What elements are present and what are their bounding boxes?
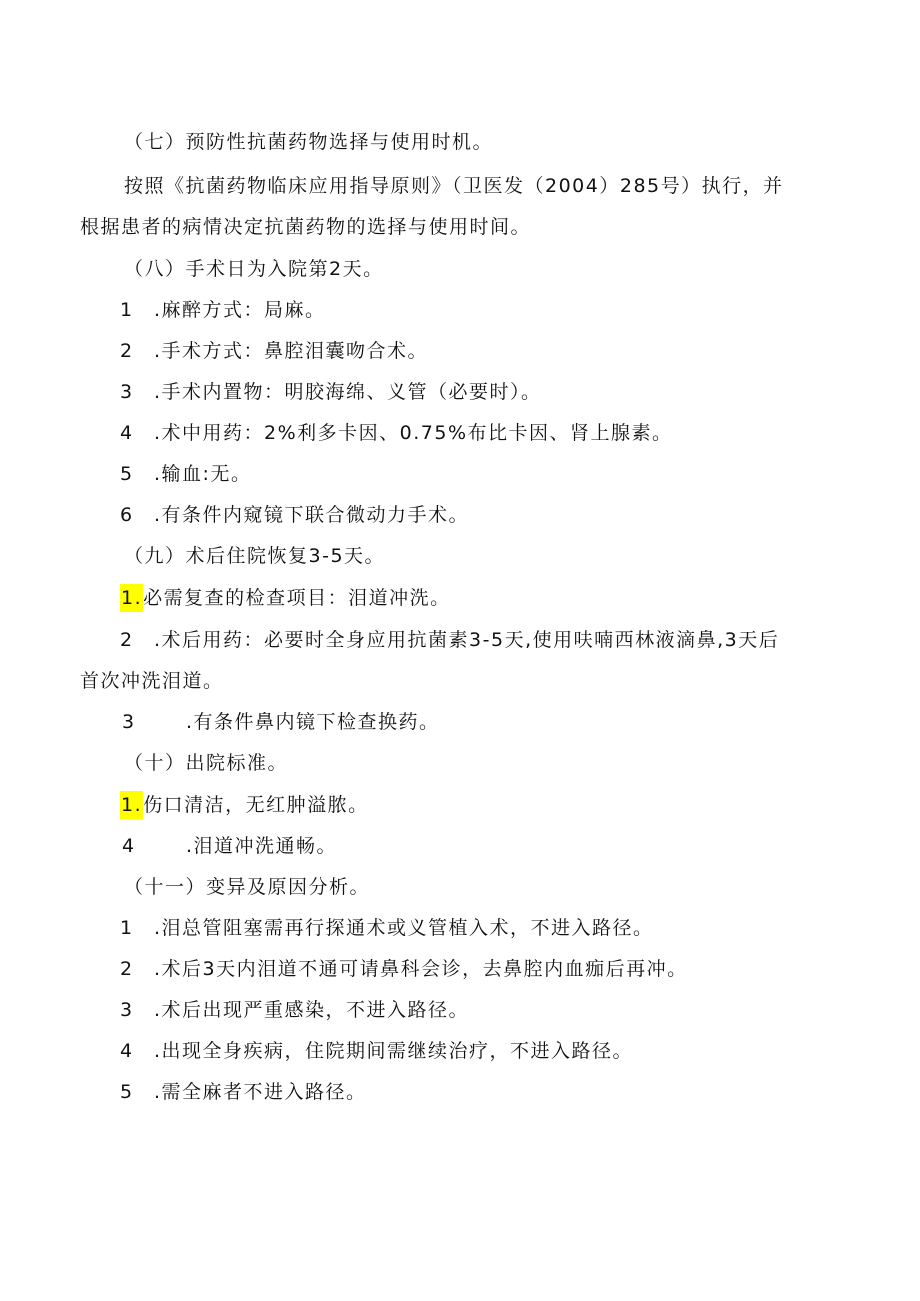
item-text: .泪道冲洗通畅。 bbox=[186, 835, 338, 857]
section-10-item-2 bbox=[122, 832, 337, 860]
section-8-item-4 bbox=[120, 419, 673, 447]
section-9-item-1 bbox=[120, 584, 451, 612]
item-number: 2 bbox=[120, 958, 134, 980]
item-text: .手术内置物：明胶海绵、义管（必要时）。 bbox=[154, 381, 542, 403]
item-text: .术后用药：必要时全身应用抗菌素3-5天,使用呋喃西林液滴鼻,3天后 bbox=[154, 629, 780, 651]
section-8-item-3 bbox=[120, 378, 542, 406]
item-number: 3 bbox=[122, 711, 136, 733]
item-number: 4 bbox=[120, 422, 134, 444]
item-text: .有条件内窥镜下联合微动力手术。 bbox=[154, 504, 470, 526]
item-number: 4 bbox=[120, 1040, 134, 1062]
section-7-paragraph-line2: 根据患者的病情决定抗菌药物的选择与使用时间。 bbox=[80, 216, 532, 238]
section-11-item-4 bbox=[120, 1037, 633, 1065]
section-10-heading: （十）出院标准。 bbox=[124, 752, 289, 774]
item-text: .术后3天内泪道不通可请鼻科会诊，去鼻腔内血痂后再冲。 bbox=[154, 958, 688, 980]
section-7-heading: （七）预防性抗菌药物选择与使用时机。 bbox=[124, 131, 494, 153]
section-11-item-2 bbox=[120, 955, 688, 983]
section-8-item-5 bbox=[120, 460, 251, 488]
section-8-item-6 bbox=[120, 501, 469, 529]
item-text: 必需复查的检查项目：泪道冲洗。 bbox=[143, 587, 451, 609]
item-text: .术中用药：2%利多卡因、0.75%布比卡因、肾上腺素。 bbox=[154, 422, 673, 444]
item-text: .术后出现严重感染，不进入路径。 bbox=[154, 999, 470, 1021]
section-10-item-1 bbox=[120, 791, 369, 819]
section-9-item-2-line1 bbox=[120, 626, 779, 654]
item-number: 2 bbox=[120, 629, 134, 651]
item-text: .输血:无。 bbox=[154, 463, 252, 485]
highlighted-item-number: 1. bbox=[120, 791, 143, 819]
item-number: 2 bbox=[120, 340, 134, 362]
item-text: .手术方式：鼻腔泪囊吻合术。 bbox=[154, 340, 429, 362]
item-number: 1 bbox=[120, 917, 134, 939]
section-9-heading: （九）术后住院恢复3-5天。 bbox=[124, 545, 386, 567]
section-11-item-3 bbox=[120, 996, 469, 1024]
section-8-item-1 bbox=[120, 296, 326, 324]
item-number: 1 bbox=[120, 299, 134, 321]
item-number: 4 bbox=[122, 835, 136, 857]
highlighted-item-number: 1. bbox=[120, 584, 143, 612]
item-number: 5 bbox=[120, 1081, 134, 1103]
section-11-item-5 bbox=[120, 1078, 367, 1106]
section-9-item-3 bbox=[122, 708, 440, 736]
item-number: 5 bbox=[120, 463, 134, 485]
item-number: 3 bbox=[120, 999, 134, 1021]
section-8-item-2 bbox=[120, 337, 428, 365]
item-text: .需全麻者不进入路径。 bbox=[154, 1081, 367, 1103]
section-7-paragraph-line1: 按照《抗菌药物临床应用指导原则》（卫医发（2004）285号）执行，并 bbox=[124, 175, 784, 197]
item-text: .麻醉方式：局麻。 bbox=[154, 299, 326, 321]
item-number: 6 bbox=[120, 504, 134, 526]
item-text: .泪总管阻塞需再行探通术或义管植入术，不进入路径。 bbox=[154, 917, 654, 939]
item-number: 3 bbox=[120, 381, 134, 403]
item-text: .出现全身疾病，住院期间需继续治疗，不进入路径。 bbox=[154, 1040, 634, 1062]
item-text: 伤口清洁，无红肿溢脓。 bbox=[143, 794, 369, 816]
item-text: .有条件鼻内镜下检查换药。 bbox=[186, 711, 440, 733]
section-11-item-1 bbox=[120, 914, 654, 942]
section-9-item-2-line2: 首次冲洗泪道。 bbox=[80, 670, 224, 692]
section-11-heading: （十一）变异及原因分析。 bbox=[124, 876, 371, 898]
section-8-heading: （八）手术日为入院第2天。 bbox=[124, 258, 384, 280]
